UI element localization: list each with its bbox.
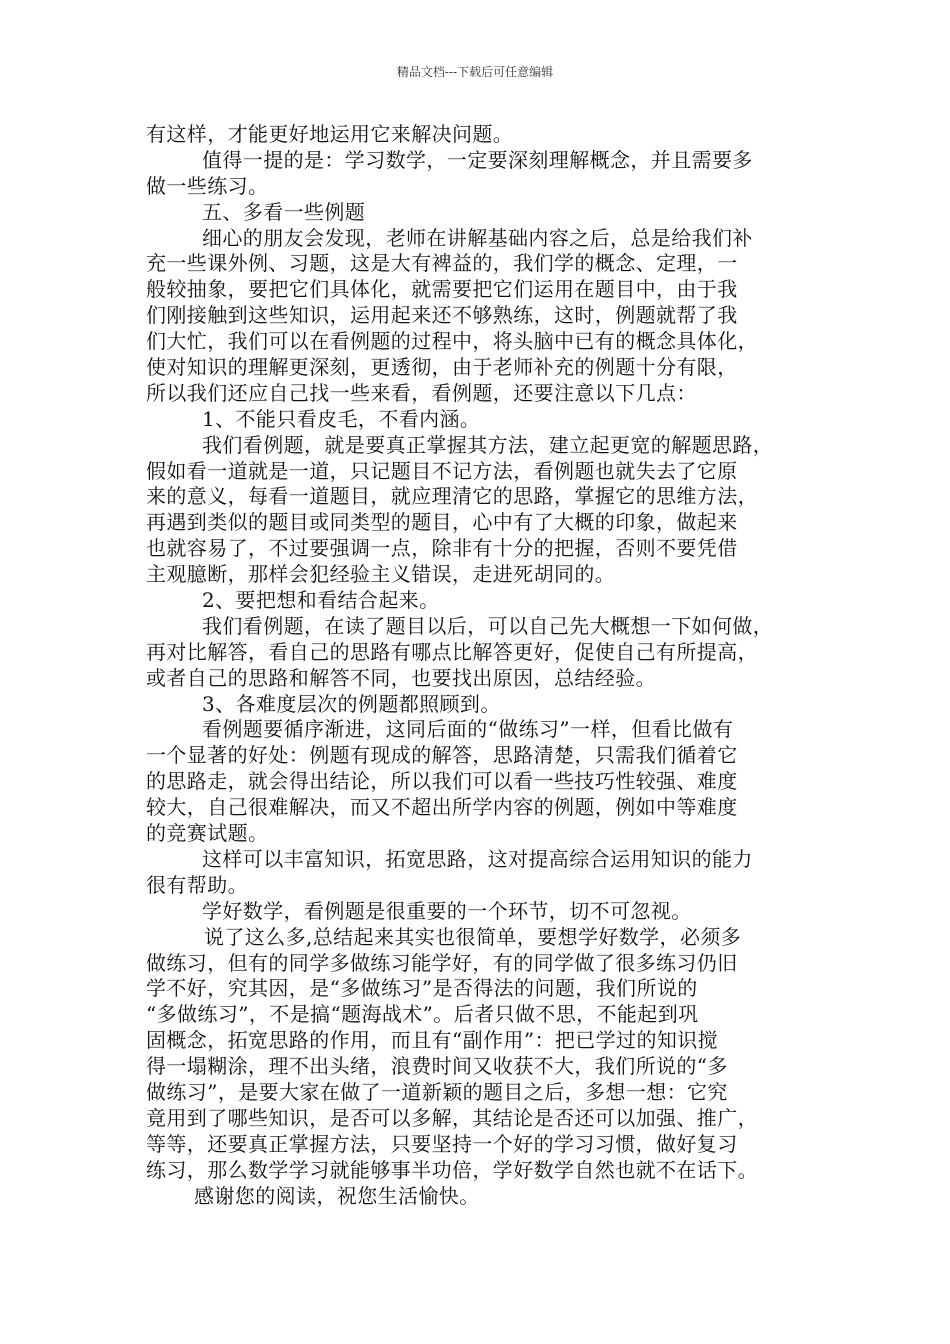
text-line: 做一些练习。 xyxy=(146,173,269,198)
list-heading: 2、要把想和看结合起来。 xyxy=(202,588,440,613)
document-body xyxy=(146,122,810,1209)
text-line: 说了这么多,总结起来其实也很简单，要想学好数学，必须多 xyxy=(204,924,742,949)
text-line: 般较抽象，要把它们具体化，就需要把它们运用在题目中，由于我 xyxy=(146,277,738,302)
text-line: 我们看例题，在读了题目以后，可以自己先大概想一下如何做， xyxy=(202,613,774,638)
text-line: 主观臆断，那样会犯经验主义错误，走进死胡同的。 xyxy=(146,562,616,587)
text-line: 充一些课外例、习题，这是大有裨益的，我们学的概念、定理，一 xyxy=(146,251,738,276)
text-line: 看例题要循序渐进，这同后面的“做练习”一样，但看比做有 xyxy=(202,717,734,742)
text-line: 做练习”，是要大家在做了一道新颖的题目之后，多想一想：它究 xyxy=(146,1079,728,1104)
closing-line: 感谢您的阅读，祝您生活愉快。 xyxy=(194,1183,480,1208)
text-line: 或者自己的思路和解答不同，也要找出原因，总结经验。 xyxy=(146,665,656,690)
list-heading: 3、各难度层次的例题都照顾到。 xyxy=(202,691,501,716)
text-line: 细心的朋友会发现，老师在讲解基础内容之后，总是给我们补 xyxy=(202,225,753,250)
text-line: 等等，还要真正掌握方法，只要坚持一个好的学习习惯，做好复习 xyxy=(146,1131,738,1156)
page-header: 精品文档---下载后可任意编辑 xyxy=(396,65,554,79)
text-line: 得一塌糊涂，理不出头绪，浪费时间又收获不大，我们所说的“多 xyxy=(146,1054,728,1079)
text-line: 较大，自己很难解决，而又不超出所学内容的例题，例如中等难度 xyxy=(146,795,738,820)
text-line: “多做练习”，不是搞“题海战术”。后者只做不思，不能起到巩 xyxy=(146,1002,699,1027)
text-line: 学不好，究其因，是“多做练习”是否得法的问题，我们所说的 xyxy=(146,976,698,1001)
text-line: 的竞赛试题。 xyxy=(146,821,269,846)
text-line: 我们看例题，就是要真正掌握其方法，建立起更宽的解题思路， xyxy=(202,432,774,457)
text-line: 再对比解答，看自己的思路有哪点比解答更好，促使自己有所提高， xyxy=(146,639,758,664)
text-line: 假如看一道就是一道，只记题目不记方法，看例题也就失去了它原 xyxy=(146,458,738,483)
section-heading: 五、多看一些例题 xyxy=(202,199,366,224)
text-line: 做练习，但有的同学多做练习能学好，有的同学做了很多练习仍旧 xyxy=(146,950,738,975)
text-line: 也就容易了，不过要强调一点，除非有十分的把握，否则不要凭借 xyxy=(146,536,738,561)
text-line: 学好数学，看例题是很重要的一个环节，切不可忽视。 xyxy=(202,898,692,923)
text-line: 很有帮助。 xyxy=(146,872,248,897)
text-line: 所以我们还应自己找一些来看，看例题，还要注意以下几点： xyxy=(146,380,697,405)
text-line: 固概念，拓宽思路的作用，而且有“副作用”：把已学过的知识搅 xyxy=(146,1028,719,1053)
text-line: 练习，那么数学学习就能够事半功倍，学好数学自然也就不在话下。 xyxy=(146,1157,758,1182)
text-line: 竟用到了哪些知识，是否可以多解，其结论是否还可以加强、推广， xyxy=(146,1105,758,1130)
text-line: 值得一提的是：学习数学，一定要深刻理解概念，并且需要多 xyxy=(202,147,753,172)
text-line: 的思路走，就会得出结论，所以我们可以看一些技巧性较强、难度 xyxy=(146,769,738,794)
text-line: 再遇到类似的题目或同类型的题目，心中有了大概的印象，做起来 xyxy=(146,510,738,535)
text-line: 这样可以丰富知识，拓宽思路，这对提高综合运用知识的能力 xyxy=(202,846,753,871)
text-line: 们刚接触到这些知识，运用起来还不够熟练，这时，例题就帮了我 xyxy=(146,303,738,328)
text-line: 一个显著的好处：例题有现成的解答，思路清楚，只需我们循着它 xyxy=(146,743,738,768)
text-line: 们大忙，我们可以在看例题的过程中，将头脑中已有的概念具体化， xyxy=(146,329,758,354)
text-line: 来的意义，每看一道题目，就应理清它的思路，掌握它的思维方法， xyxy=(146,484,758,509)
text-line: 有这样，才能更好地运用它来解决问题。 xyxy=(146,122,514,146)
list-heading: 1、不能只看皮毛，不看内涵。 xyxy=(202,406,481,431)
text-line: 使对知识的理解更深刻，更透彻，由于老师补充的例题十分有限， xyxy=(146,355,738,380)
